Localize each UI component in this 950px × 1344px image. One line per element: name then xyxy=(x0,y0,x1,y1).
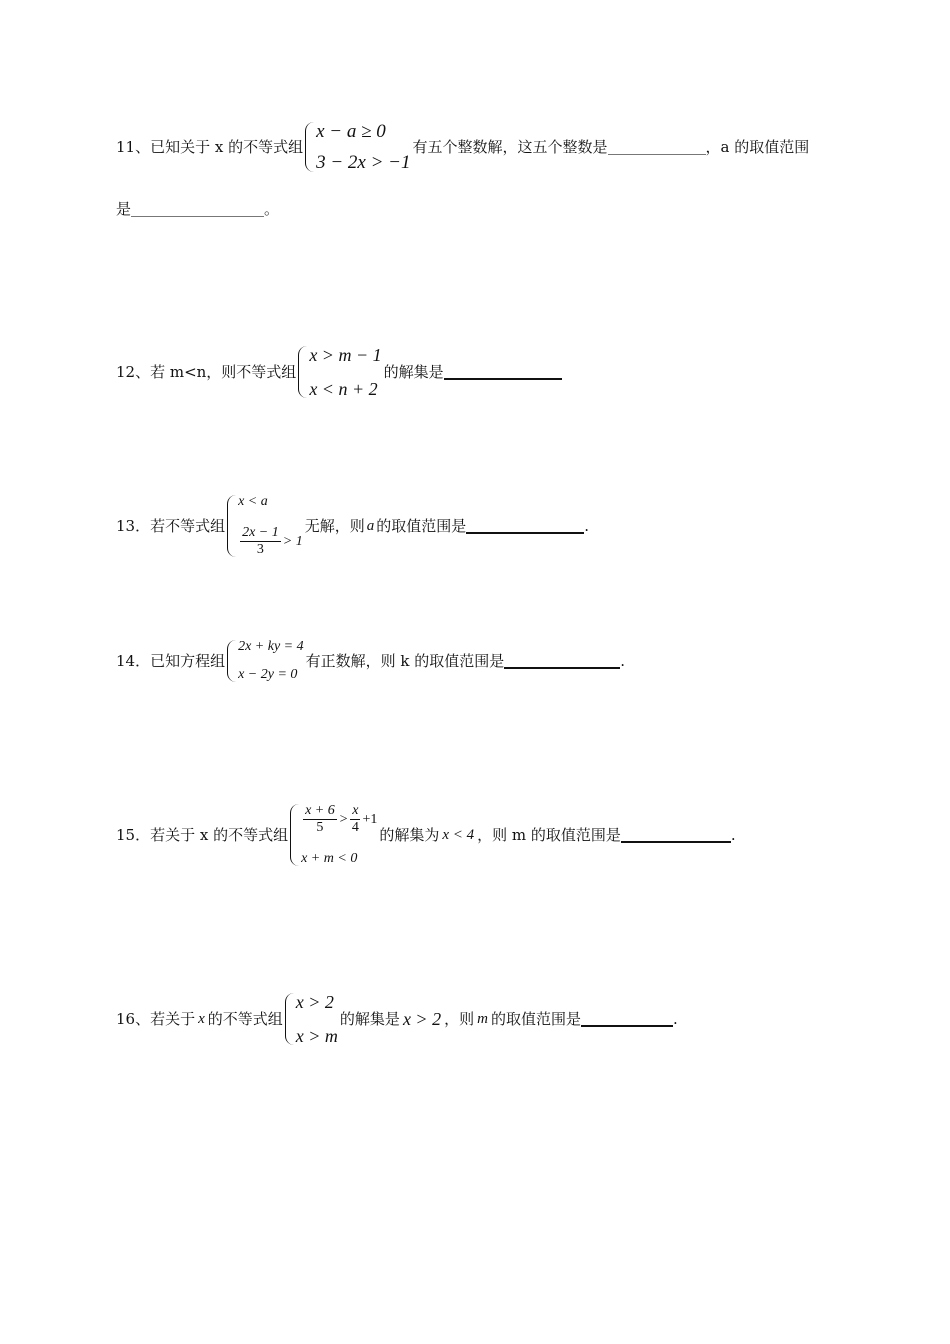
problem-12-system xyxy=(298,346,381,398)
problem-16-prefix: 16、若关于 xyxy=(116,1009,196,1028)
problem-16-text-d: 的取值范围是 xyxy=(490,1009,581,1028)
problem-12 xyxy=(116,346,562,398)
left-brace xyxy=(227,640,236,682)
problem-11 xyxy=(116,122,809,172)
left-brace xyxy=(285,993,294,1045)
problem-11-text-c: 是 xyxy=(116,200,132,218)
problem-16-eq2: x > m xyxy=(295,1026,338,1046)
left-brace xyxy=(298,346,307,398)
problem-12-prefix: 12、若 m<n，则不等式组 xyxy=(116,362,297,381)
answer-blank-11b[interactable] xyxy=(131,202,264,217)
problem-11-eq2: 3 − 2x > −1 xyxy=(316,152,411,173)
fraction: $\frac{x + 6}{5}$ xyxy=(305,803,335,835)
problem-16-eq1: x > 2 xyxy=(295,992,334,1012)
fraction: $\frac{x}{4}$ xyxy=(351,803,359,835)
problem-12-text-a: 的解集是 xyxy=(383,362,444,381)
problem-14-text-a: 有正数解，则 k 的取值范围是 xyxy=(305,651,505,670)
problem-15-condition: x < 4 xyxy=(442,826,475,843)
answer-blank-11a[interactable] xyxy=(608,140,706,155)
problem-11-cont xyxy=(116,202,279,217)
problem-12-eq1: x > m − 1 xyxy=(309,345,382,365)
problem-15-text-a: 的解集为 xyxy=(379,825,440,844)
problem-13-text-a: 无解，则 xyxy=(304,516,365,535)
problem-16-text-c: ，则 xyxy=(444,1009,475,1028)
problem-13-system xyxy=(227,495,303,557)
problem-16-condition: x > 2 xyxy=(402,1009,442,1029)
problem-13 xyxy=(116,495,589,557)
problem-16 xyxy=(116,993,678,1045)
fraction: $\frac{2x - 1}{3}$ xyxy=(242,525,279,557)
problem-15 xyxy=(116,804,736,866)
problem-16-system xyxy=(285,993,338,1045)
variable-m: m xyxy=(477,1010,488,1027)
problem-11-system xyxy=(305,122,410,172)
problem-13-eq2: $\frac{2x - 1}{3}$ > 1 xyxy=(242,525,303,557)
problem-11-eq1: x − a ≥ 0 xyxy=(316,121,386,142)
problem-15-eq2: x + m < 0 xyxy=(301,851,358,866)
problem-14-prefix: 14．已知方程组 xyxy=(116,651,226,670)
problem-15-text-c: . xyxy=(730,825,736,844)
problem-15-prefix: 15．若关于 x 的不等式组 xyxy=(116,825,289,844)
answer-blank-13[interactable] xyxy=(466,518,584,534)
problem-16-text-b: 的解集是 xyxy=(339,1009,400,1028)
variable-x: x xyxy=(198,1010,205,1027)
answer-blank-14[interactable] xyxy=(504,653,620,669)
problem-15-text-b: ，则 m 的取值范围是 xyxy=(477,825,621,844)
problem-11-prefix: 11、已知关于 x 的不等式组 xyxy=(116,137,304,156)
problem-13-eq1: x < a xyxy=(238,494,268,509)
problem-15-eq1: $\frac{x + 6}{5}$ > $\frac{x}{4}$ +1 xyxy=(305,803,378,835)
answer-blank-12[interactable] xyxy=(444,364,562,380)
problem-15-system xyxy=(290,804,377,866)
variable-a: a xyxy=(366,517,375,534)
problem-11-text-d: 。 xyxy=(264,200,280,218)
answer-blank-15[interactable] xyxy=(621,827,731,843)
left-brace xyxy=(227,495,236,557)
problem-11-text-b: ，a 的取值范围 xyxy=(705,137,810,156)
problem-13-text-b: 的取值范围是 xyxy=(376,516,467,535)
problem-14-eq2: x − 2y = 0 xyxy=(238,667,298,682)
problem-16-text-a: 的不等式组 xyxy=(207,1009,283,1028)
problem-12-eq2: x < n + 2 xyxy=(309,379,378,399)
problem-13-prefix: 13．若不等式组 xyxy=(116,516,226,535)
problem-14-eq1: 2x + ky = 4 xyxy=(238,639,304,654)
problem-11-text-a: 有五个整数解，这五个整数是 xyxy=(412,137,608,156)
problem-14-text-b: . xyxy=(620,651,626,670)
left-brace xyxy=(305,122,314,172)
problem-14-system xyxy=(227,640,304,682)
problem-16-text-e: . xyxy=(672,1009,678,1028)
left-brace xyxy=(290,804,299,866)
problem-13-text-c: . xyxy=(584,516,590,535)
problem-14 xyxy=(116,640,625,682)
answer-blank-16[interactable] xyxy=(581,1011,673,1027)
